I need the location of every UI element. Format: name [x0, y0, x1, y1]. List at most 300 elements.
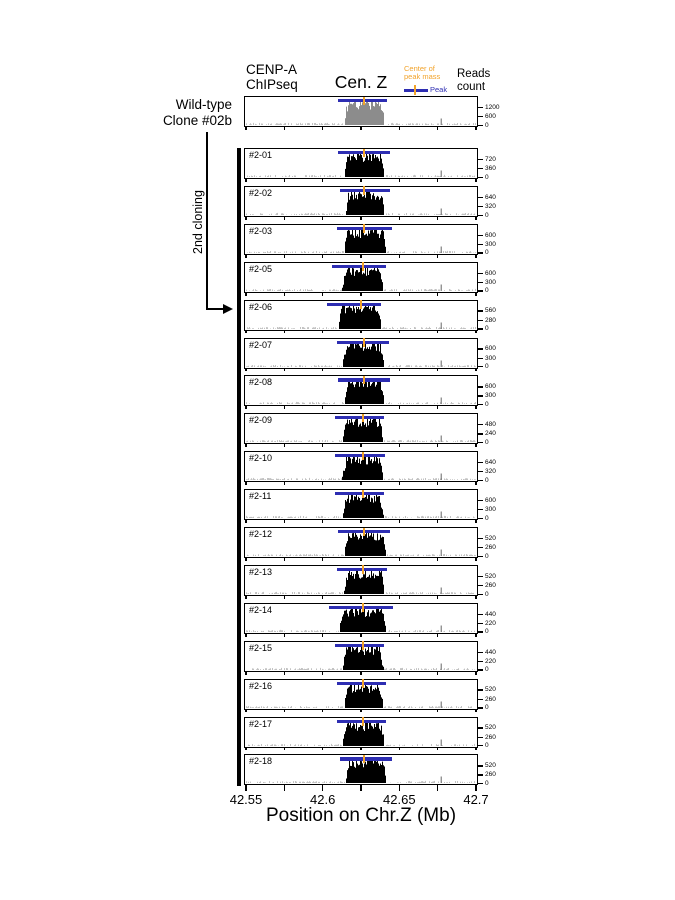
center-of-peak-mass-tick	[362, 414, 364, 423]
center-of-peak-mass-tick	[363, 376, 365, 385]
y-tick	[478, 774, 483, 775]
x-axis-tick-label: 42.7	[463, 792, 489, 807]
x-minor-tick	[322, 406, 323, 409]
x-minor-tick	[475, 254, 476, 257]
x-minor-tick	[360, 595, 361, 598]
y-tick-label: 0	[485, 401, 489, 409]
center-of-peak-mass-tick	[362, 641, 364, 650]
y-tick	[478, 737, 483, 738]
x-minor-tick	[360, 216, 361, 219]
x-minor-tick	[360, 444, 361, 447]
y-tick-label: 0	[485, 438, 489, 446]
y-tick	[478, 395, 483, 396]
y-tick-label: 600	[485, 383, 496, 391]
x-minor-tick	[322, 633, 323, 636]
x-minor-tick	[284, 595, 285, 598]
center-of-peak-mass-tick	[363, 755, 365, 764]
track-label: #2-15	[249, 642, 273, 653]
y-tick-label: 280	[485, 316, 496, 324]
wildtype-line2: Clone #02b	[162, 112, 232, 128]
track-row-2-14	[244, 603, 496, 636]
signal-peak	[343, 492, 384, 518]
y-tick	[478, 386, 483, 387]
x-minor-tick	[360, 747, 361, 750]
x-minor-tick	[475, 444, 476, 447]
peak-label: Peak	[430, 85, 448, 94]
x-minor-tick	[322, 747, 323, 750]
x-minor-tick	[399, 254, 400, 257]
y-tick-label: 0	[485, 666, 489, 674]
track-row-2-11	[244, 489, 496, 522]
background-spike	[441, 625, 442, 632]
background-spike	[441, 436, 442, 443]
y-tick-label: 0	[485, 590, 489, 598]
background-spike	[441, 550, 442, 557]
cloning-arrowhead-icon	[223, 304, 233, 314]
y-tick	[478, 462, 483, 463]
x-minor-tick	[284, 558, 285, 561]
x-minor-tick	[284, 127, 285, 130]
y-tick-label: 0	[485, 476, 489, 484]
background-spike	[441, 398, 442, 405]
center-of-peak-mass-tick	[362, 679, 364, 688]
y-tick-label: 1200	[485, 103, 500, 111]
y-tick-label: 600	[485, 496, 496, 504]
x-minor-tick	[360, 330, 361, 333]
y-tick-label: 300	[485, 240, 496, 248]
y-tick-label: 220	[485, 657, 496, 665]
x-minor-tick	[360, 292, 361, 295]
y-tick-label: 480	[485, 421, 496, 429]
y-tick-label: 240	[485, 430, 496, 438]
x-axis-tick-label: 42.6	[310, 792, 336, 807]
y-tick-label: 320	[485, 468, 496, 476]
y-tick-label: 0	[485, 628, 489, 636]
center-of-peak-mass-tick	[362, 262, 364, 271]
y-tick	[478, 699, 483, 700]
y-tick	[478, 358, 483, 359]
center-of-peak-mass-tick	[362, 452, 364, 461]
x-minor-tick	[399, 709, 400, 712]
y-tick-label: 300	[485, 392, 496, 400]
y-tick	[478, 594, 483, 595]
x-minor-tick	[437, 709, 438, 712]
x-minor-tick	[284, 709, 285, 712]
x-minor-tick	[475, 127, 476, 130]
y-tick	[478, 745, 483, 746]
background-spike	[441, 663, 442, 670]
track-row-2-01	[244, 148, 496, 181]
subclone-group-bracket	[237, 148, 241, 786]
peak-extent-bar	[340, 757, 392, 760]
x-minor-tick	[475, 595, 476, 598]
x-minor-tick	[322, 595, 323, 598]
y-tick	[478, 707, 483, 708]
track-row-2-13	[244, 565, 496, 598]
x-minor-tick	[360, 785, 361, 791]
x-minor-tick	[284, 520, 285, 523]
center-of-peak-mass-label-line2: peak mass	[404, 72, 441, 81]
y-tick	[478, 585, 483, 586]
x-minor-tick	[245, 330, 246, 333]
x-minor-tick	[284, 254, 285, 257]
y-tick	[478, 424, 483, 425]
x-minor-tick	[245, 292, 246, 295]
y-tick-label: 0	[485, 363, 489, 371]
x-minor-tick	[284, 368, 285, 371]
x-minor-tick	[284, 216, 285, 219]
y-tick-label: 260	[485, 544, 496, 551]
y-tick	[478, 107, 483, 108]
x-minor-tick	[360, 633, 361, 636]
track-label: #2-02	[249, 187, 273, 198]
y-tick	[478, 244, 483, 245]
x-minor-tick	[284, 406, 285, 409]
x-minor-tick	[360, 709, 361, 712]
y-tick-label: 0	[485, 325, 489, 333]
x-minor-tick	[245, 671, 246, 674]
background-spike	[441, 739, 442, 746]
center-of-peak-mass-tick	[363, 149, 365, 158]
x-minor-tick	[437, 406, 438, 409]
y-tick-label: 300	[485, 278, 496, 286]
x-minor-tick	[322, 444, 323, 447]
track-label: #2-06	[249, 301, 273, 312]
x-minor-tick	[399, 747, 400, 750]
x-minor-tick	[399, 671, 400, 674]
y-tick	[478, 500, 483, 501]
x-minor-tick	[475, 179, 476, 182]
signal-peak	[345, 227, 386, 253]
cloning-connector-vline	[206, 132, 208, 309]
x-minor-tick	[284, 179, 285, 182]
y-tick	[478, 273, 483, 274]
track-label: #2-10	[249, 453, 273, 464]
y-tick-label: 300	[485, 506, 496, 514]
assay-line2: ChIPseq	[246, 77, 298, 92]
reads-line2: count	[457, 80, 486, 93]
x-minor-tick	[245, 216, 246, 219]
x-minor-tick	[284, 671, 285, 674]
y-tick-label: 520	[485, 686, 496, 694]
y-tick	[478, 252, 483, 253]
x-minor-tick	[475, 292, 476, 295]
track-row-2-07	[244, 338, 496, 371]
x-minor-tick	[399, 558, 400, 561]
y-tick	[478, 480, 483, 481]
x-minor-tick	[360, 558, 361, 561]
x-minor-tick	[437, 216, 438, 219]
x-minor-tick	[437, 558, 438, 561]
x-minor-tick	[284, 292, 285, 295]
y-tick	[478, 765, 483, 766]
x-minor-tick	[399, 482, 400, 485]
x-minor-tick	[475, 520, 476, 523]
y-tick	[478, 442, 483, 443]
y-tick-label: 0	[485, 249, 489, 257]
reads-count-label	[457, 68, 490, 93]
x-minor-tick	[360, 254, 361, 257]
x-minor-tick	[399, 633, 400, 636]
track-label: #2-03	[249, 225, 273, 236]
background-spike	[441, 208, 442, 215]
y-tick	[478, 404, 483, 405]
y-tick	[478, 290, 483, 291]
assay-line1: CENP-A	[246, 62, 298, 77]
x-minor-tick	[437, 785, 438, 791]
x-minor-tick	[360, 520, 361, 523]
reads-line1: Reads	[457, 68, 491, 80]
track-row-wild-type-clone-02b	[244, 96, 500, 129]
x-minor-tick	[475, 785, 476, 791]
track-label: #2-13	[249, 566, 273, 577]
center-of-peak-mass-tick	[363, 186, 365, 195]
x-minor-tick	[437, 179, 438, 182]
x-axis-tick-label: 42.65	[383, 792, 416, 807]
center-of-peak-mass-tick	[363, 224, 365, 233]
y-tick	[478, 206, 483, 207]
center-of-peak-mass-tick	[362, 490, 364, 499]
center-of-peak-mass-tick	[362, 603, 364, 612]
x-minor-tick	[475, 368, 476, 371]
y-tick-label: 720	[485, 155, 496, 163]
track-label: #2-08	[249, 377, 273, 388]
x-minor-tick	[399, 127, 400, 130]
x-minor-tick	[322, 671, 323, 674]
y-tick	[478, 366, 483, 367]
track-row-2-05	[244, 262, 496, 295]
track-label: #2-18	[249, 756, 273, 767]
background-spike	[441, 119, 442, 126]
x-minor-tick	[399, 292, 400, 295]
x-minor-tick	[475, 482, 476, 485]
y-tick	[478, 689, 483, 690]
y-tick-label: 0	[485, 121, 489, 129]
y-tick	[478, 509, 483, 510]
y-tick-label: 600	[485, 113, 496, 120]
x-minor-tick	[399, 406, 400, 409]
x-minor-tick	[399, 216, 400, 219]
y-tick-label: 560	[485, 307, 496, 315]
y-tick	[478, 576, 483, 577]
x-minor-tick	[475, 330, 476, 333]
y-tick-label: 440	[485, 610, 496, 618]
x-minor-tick	[437, 595, 438, 598]
track-label: #2-01	[249, 150, 273, 160]
background-spike	[441, 701, 442, 708]
y-tick	[478, 310, 483, 311]
x-minor-tick	[437, 747, 438, 750]
y-tick-label: 300	[485, 354, 496, 362]
x-minor-tick	[322, 368, 323, 371]
y-tick-label: 0	[485, 211, 489, 219]
x-minor-tick	[284, 785, 285, 791]
x-minor-tick	[245, 520, 246, 523]
y-tick	[478, 556, 483, 557]
track-row-2-16	[244, 679, 496, 712]
y-tick-label: 520	[485, 762, 496, 770]
x-minor-tick	[360, 179, 361, 182]
x-minor-tick	[245, 254, 246, 257]
center-of-peak-mass-tick	[363, 338, 365, 347]
x-minor-tick	[475, 216, 476, 219]
y-tick	[478, 471, 483, 472]
cloning-connector-hline	[206, 308, 224, 310]
track-label: #2-14	[249, 604, 273, 615]
x-minor-tick	[284, 747, 285, 750]
y-tick	[478, 235, 483, 236]
x-minor-tick	[245, 179, 246, 182]
x-minor-tick	[245, 747, 246, 750]
peak-bar-icon	[404, 89, 428, 92]
x-minor-tick	[245, 558, 246, 561]
background-spike	[441, 171, 442, 178]
x-minor-tick	[437, 633, 438, 636]
x-minor-tick	[284, 330, 285, 333]
track-row-2-10	[244, 451, 496, 484]
y-tick-label: 220	[485, 619, 496, 627]
track-row-2-15	[244, 641, 496, 674]
signal-peak	[346, 757, 386, 783]
y-tick	[478, 433, 483, 434]
y-tick-label: 600	[485, 269, 496, 277]
track-row-2-08	[244, 375, 496, 409]
x-minor-tick	[284, 633, 285, 636]
x-minor-tick	[399, 520, 400, 523]
y-tick	[478, 168, 483, 169]
y-tick	[478, 623, 483, 624]
x-minor-tick	[322, 330, 323, 333]
wildtype-line1: Wild-type	[175, 97, 232, 112]
peak-legend-glyph	[404, 84, 464, 95]
signal-peak	[345, 682, 383, 708]
x-minor-tick	[322, 179, 323, 182]
y-tick-label: 520	[485, 534, 496, 542]
second-cloning-label: 2nd cloning	[191, 190, 205, 254]
x-minor-tick	[322, 785, 323, 791]
y-tick	[478, 652, 483, 653]
y-tick	[478, 518, 483, 519]
y-tick	[478, 125, 483, 126]
x-minor-tick	[322, 127, 323, 130]
x-minor-tick	[437, 254, 438, 257]
background-spike	[441, 512, 442, 519]
y-tick	[478, 197, 483, 198]
track-row-2-17	[244, 717, 496, 750]
y-tick-label: 600	[485, 231, 496, 239]
center-of-peak-mass-tick	[363, 97, 365, 106]
y-tick	[478, 661, 483, 662]
region-title: Cen. Z	[334, 72, 388, 92]
y-tick	[478, 631, 483, 632]
track-label: #2-17	[249, 718, 273, 729]
x-minor-tick	[437, 292, 438, 295]
center-of-peak-mass-tick	[362, 717, 364, 726]
center-of-peak-mass-tick	[362, 565, 364, 574]
x-minor-tick	[245, 406, 246, 409]
x-minor-tick	[437, 127, 438, 130]
x-minor-tick	[284, 444, 285, 447]
y-tick	[478, 320, 483, 321]
x-minor-tick	[245, 482, 246, 485]
signal-peak	[343, 720, 384, 746]
peak-extent-bar	[335, 492, 384, 495]
x-minor-tick	[475, 671, 476, 674]
center-of-mass-tick-icon	[414, 85, 416, 95]
y-tick-label: 260	[485, 733, 496, 741]
x-minor-tick	[245, 633, 246, 636]
x-minor-tick	[322, 292, 323, 295]
background-spike	[441, 777, 442, 784]
x-minor-tick	[437, 330, 438, 333]
x-minor-tick	[245, 709, 246, 712]
peak-legend	[404, 65, 464, 95]
y-tick	[478, 282, 483, 283]
x-minor-tick	[245, 785, 246, 791]
track-label: #2-05	[249, 263, 273, 274]
wildtype-clone-label	[130, 97, 232, 128]
peak-extent-bar	[335, 644, 384, 647]
x-minor-tick	[475, 709, 476, 712]
x-minor-tick	[399, 595, 400, 598]
x-minor-tick	[360, 406, 361, 409]
x-minor-tick	[437, 368, 438, 371]
y-tick-label: 260	[485, 695, 496, 703]
x-minor-tick	[399, 785, 400, 791]
signal-peak	[345, 530, 386, 556]
background-spike	[441, 587, 442, 594]
y-tick-label: 520	[485, 572, 496, 580]
y-tick-label: 0	[485, 704, 489, 712]
y-tick-label: 320	[485, 202, 496, 210]
y-tick-label: 260	[485, 771, 496, 779]
track-row-2-06	[244, 300, 496, 333]
y-tick	[478, 614, 483, 615]
x-minor-tick	[322, 216, 323, 219]
x-minor-tick	[437, 671, 438, 674]
y-tick	[478, 159, 483, 160]
track-label: #2-07	[249, 339, 273, 350]
x-minor-tick	[322, 254, 323, 257]
center-of-peak-mass-tick	[360, 300, 362, 309]
x-minor-tick	[399, 368, 400, 371]
y-tick	[478, 538, 483, 539]
y-tick-label: 0	[485, 173, 489, 181]
signal-peak	[344, 568, 384, 594]
background-spike	[441, 322, 442, 329]
track-row-2-03	[244, 224, 496, 257]
y-tick	[478, 727, 483, 728]
x-minor-tick	[360, 127, 361, 130]
y-tick-label: 640	[485, 193, 496, 201]
x-minor-tick	[360, 368, 361, 371]
x-minor-tick	[322, 709, 323, 712]
x-minor-tick	[245, 127, 246, 130]
y-tick	[478, 348, 483, 349]
x-minor-tick	[475, 747, 476, 750]
x-minor-tick	[360, 482, 361, 485]
y-tick-label: 0	[485, 742, 489, 750]
y-tick	[478, 177, 483, 178]
track-label: #2-16	[249, 680, 273, 691]
x-minor-tick	[475, 406, 476, 409]
x-minor-tick	[322, 558, 323, 561]
track-row-2-02	[244, 186, 496, 219]
x-minor-tick	[245, 595, 246, 598]
y-tick	[478, 215, 483, 216]
x-minor-tick	[322, 520, 323, 523]
x-minor-tick	[437, 482, 438, 485]
